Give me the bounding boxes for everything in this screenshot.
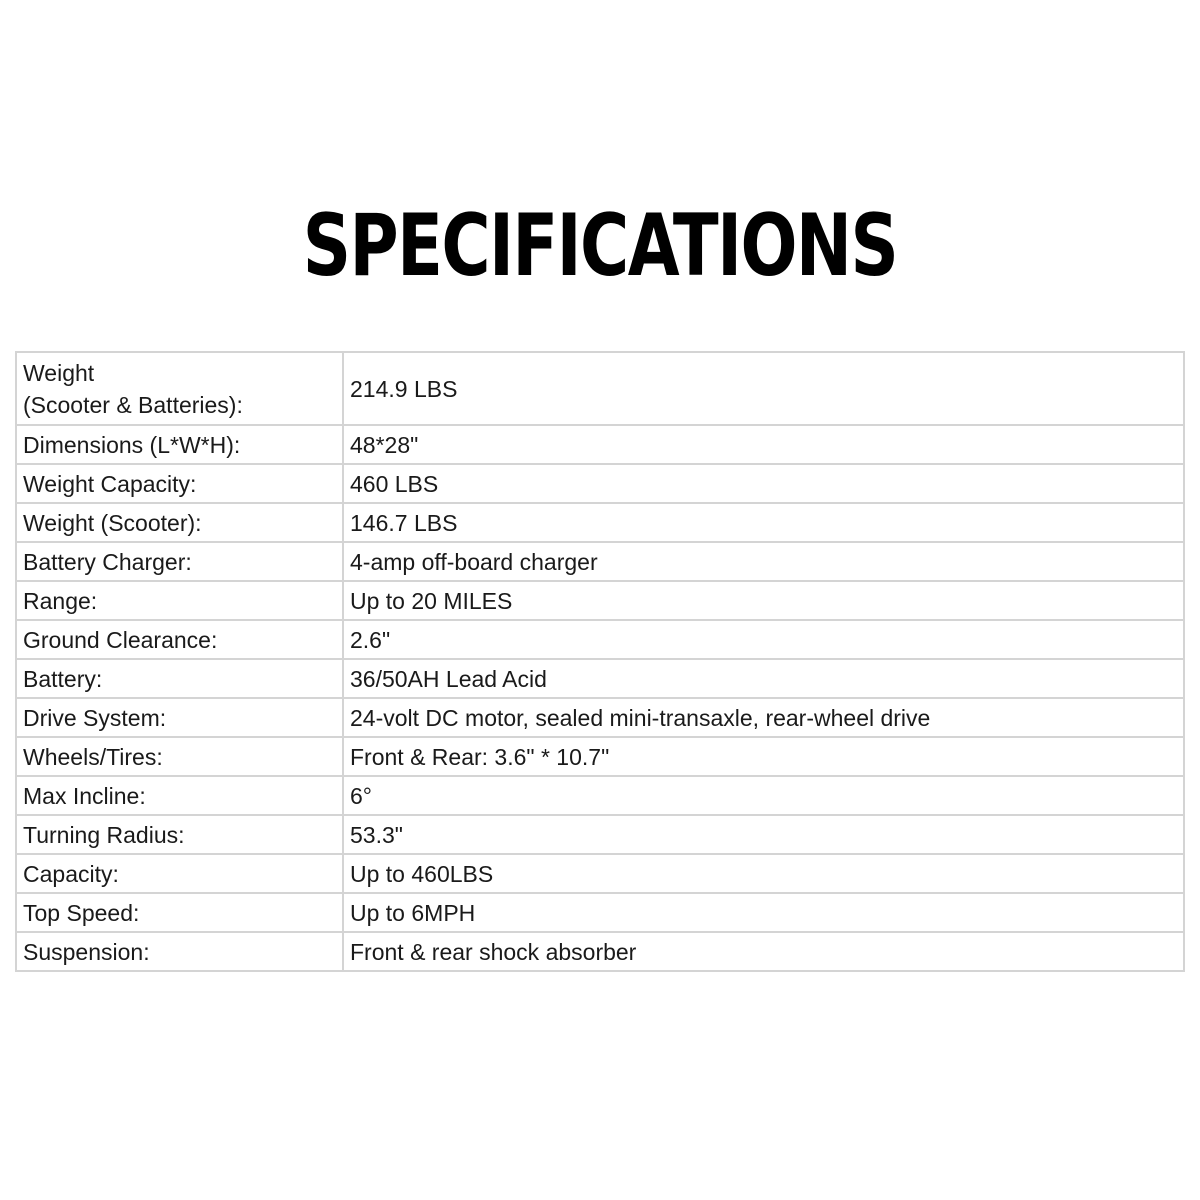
spec-label: Range: [16,581,343,620]
spec-value: 2.6" [343,620,1184,659]
spec-label: Weight Capacity: [16,464,343,503]
spec-value: Up to 6MPH [343,893,1184,932]
spec-value: 36/50AH Lead Acid [343,659,1184,698]
spec-label: Turning Radius: [16,815,343,854]
spec-row-range [16,581,1184,620]
spec-row-wheels-tires [16,737,1184,776]
spec-label: Battery: [16,659,343,698]
spec-label: Max Incline: [16,776,343,815]
spec-label: Battery Charger: [16,542,343,581]
spec-label: Dimensions (L*W*H): [16,425,343,464]
spec-value: 146.7 LBS [343,503,1184,542]
spec-label: Capacity: [16,854,343,893]
specifications-table [15,351,1185,972]
spec-row-ground-clearance [16,620,1184,659]
spec-row-turning-radius [16,815,1184,854]
spec-value: Up to 20 MILES [343,581,1184,620]
spec-label: Top Speed: [16,893,343,932]
spec-value: Up to 460LBS [343,854,1184,893]
spec-row-weight-capacity [16,464,1184,503]
spec-row-battery-charger [16,542,1184,581]
spec-row-max-incline [16,776,1184,815]
spec-row-weight [16,352,1184,425]
spec-label: Ground Clearance: [16,620,343,659]
spec-value: Front & rear shock absorber [343,932,1184,971]
spec-row-capacity [16,854,1184,893]
spec-row-dimensions [16,425,1184,464]
spec-label: Wheels/Tires: [16,737,343,776]
spec-value: 53.3" [343,815,1184,854]
spec-label: Drive System: [16,698,343,737]
spec-label [16,352,343,425]
spec-value: 6° [343,776,1184,815]
specifications-table-body [16,352,1184,971]
spec-row-weight-scooter [16,503,1184,542]
spec-row-drive-system [16,698,1184,737]
spec-row-battery [16,659,1184,698]
spec-value: 24-volt DC motor, sealed mini-transaxle, rear-wheel drive [343,698,1184,737]
page-title: SPECIFICATIONS [302,196,898,296]
spec-row-top-speed [16,893,1184,932]
spec-row-suspension [16,932,1184,971]
spec-label: Weight (Scooter): [16,503,343,542]
spec-label-line-1: Weight [23,359,95,386]
spec-value: 4-amp off-board charger [343,542,1184,581]
spec-value: 48*28" [343,425,1184,464]
spec-value: Front & Rear: 3.6" * 10.7" [343,737,1184,776]
spec-label-line-2: (Scooter & Batteries): [23,391,243,418]
spec-label: Suspension: [16,932,343,971]
spec-value: 214.9 LBS [343,352,1184,425]
spec-value: 460 LBS [343,464,1184,503]
